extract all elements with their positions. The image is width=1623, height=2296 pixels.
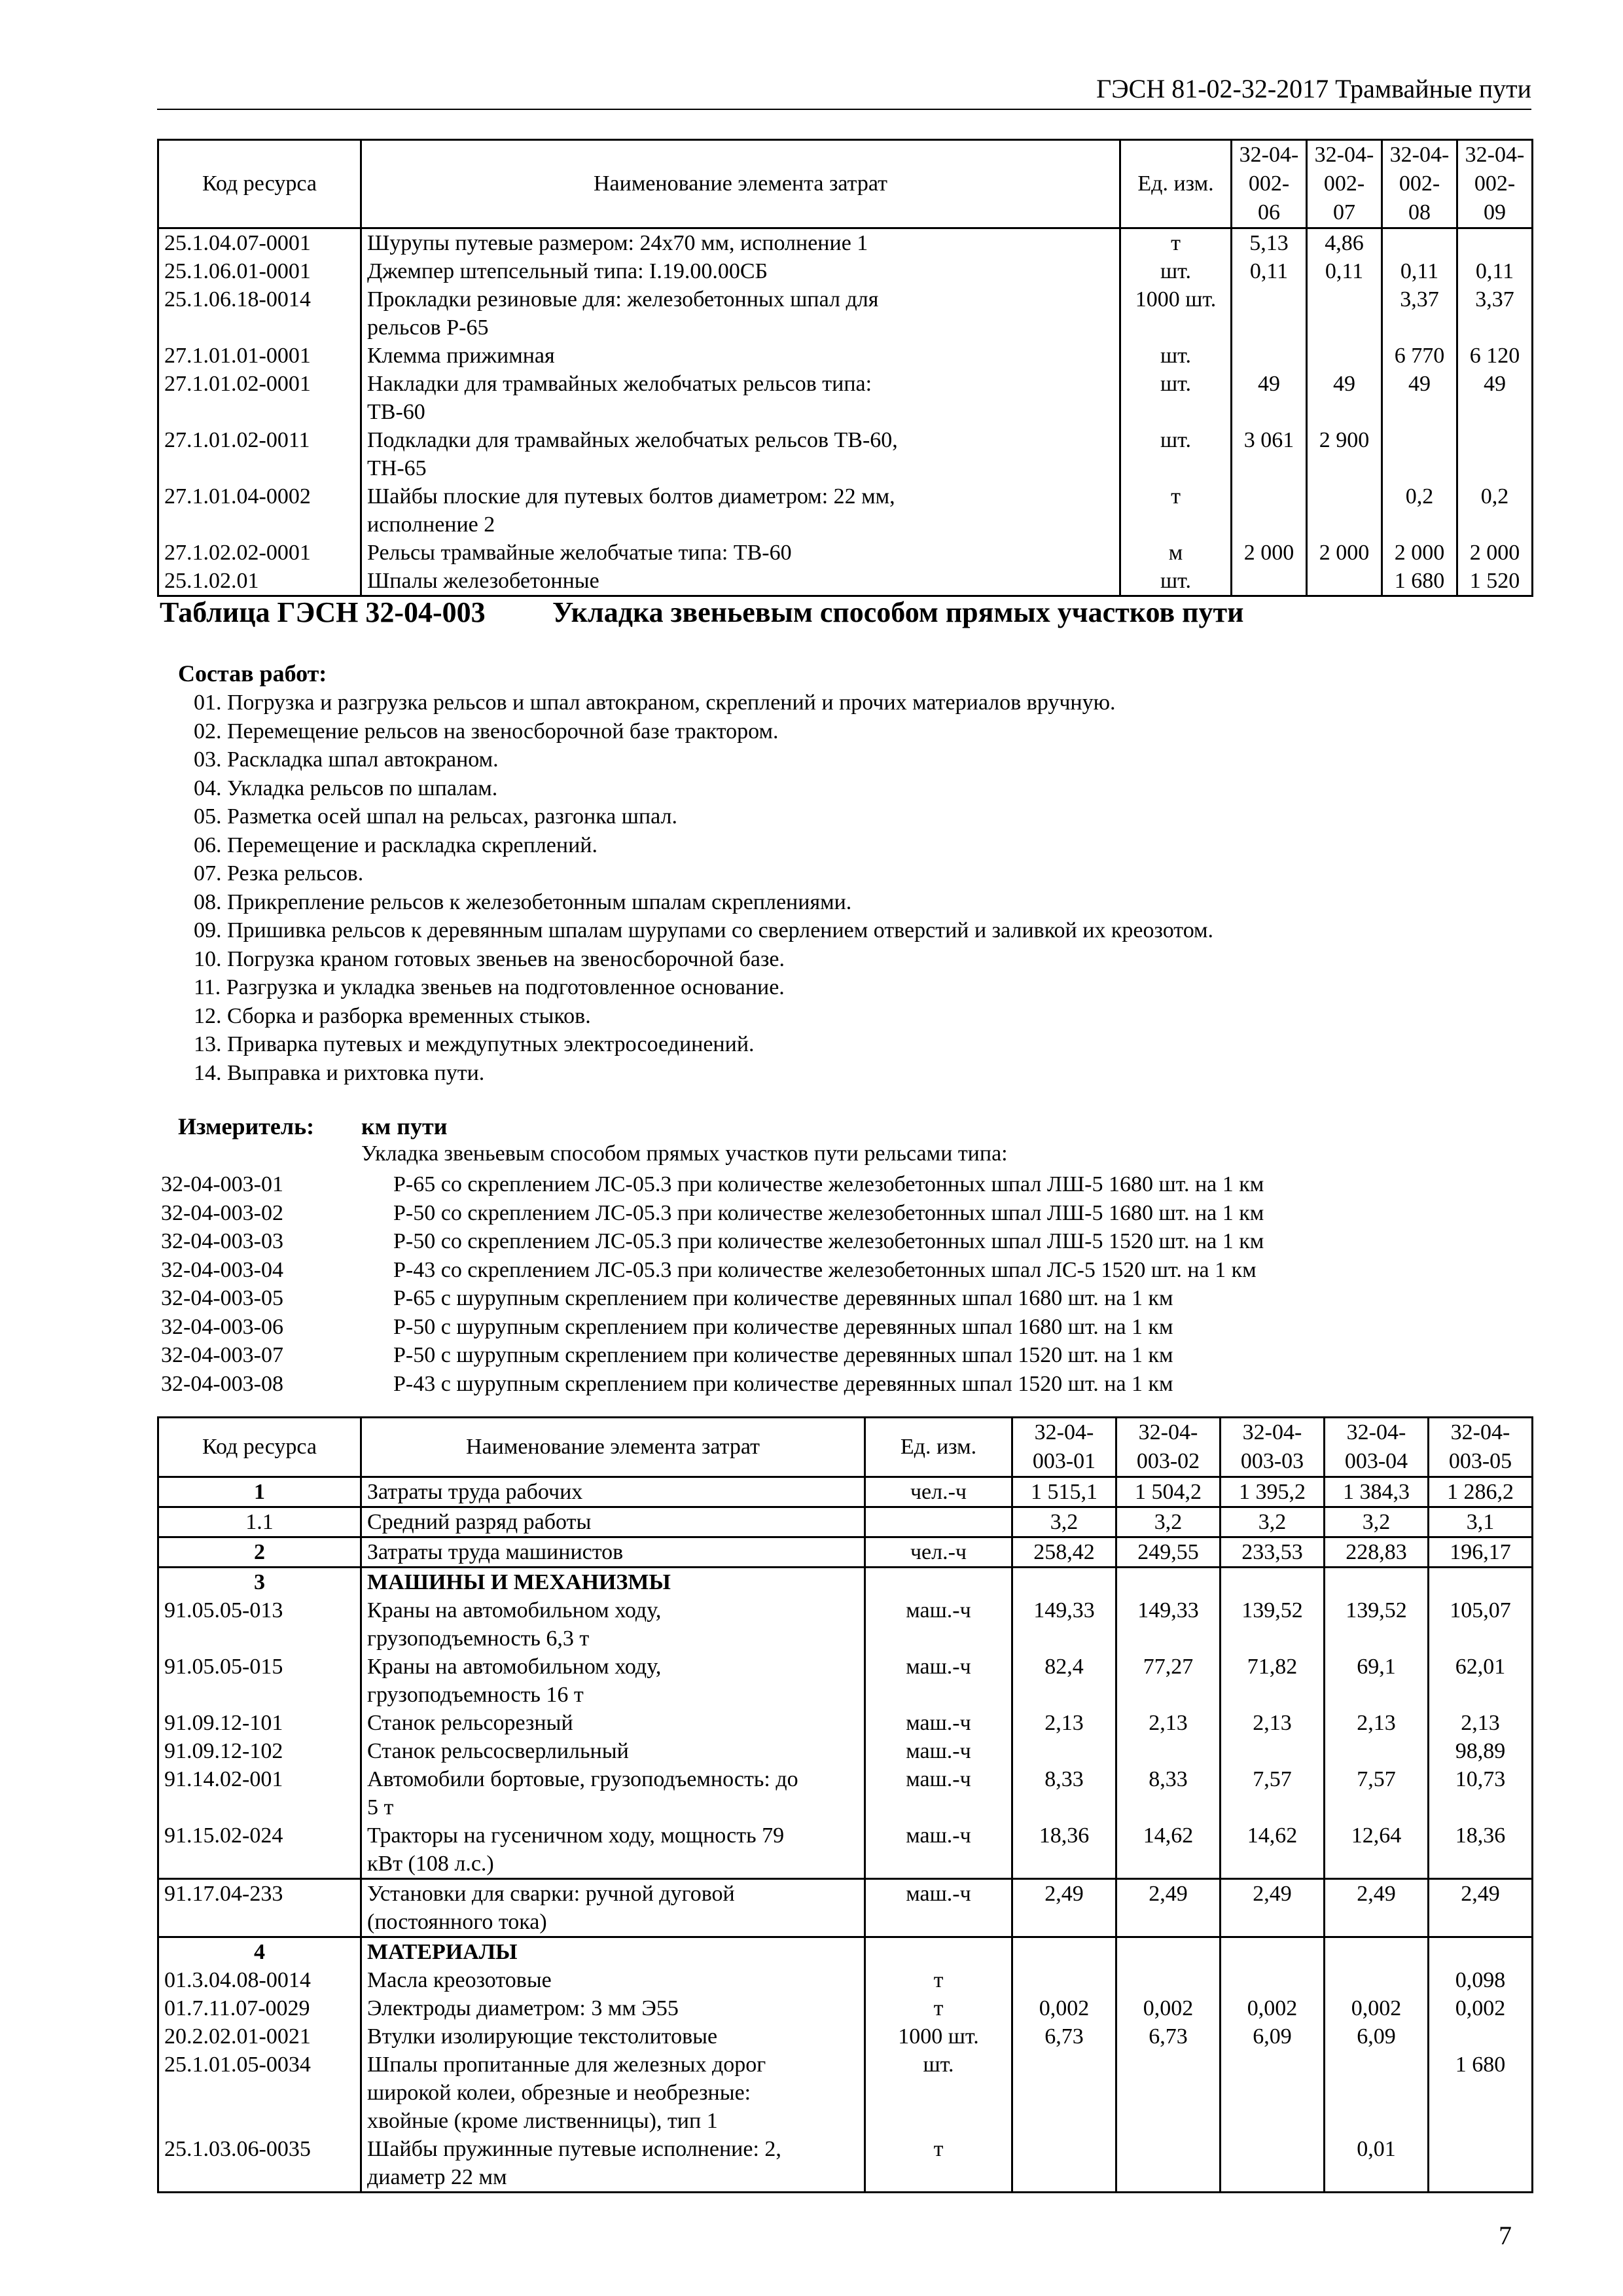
- resource-table-32-04-002: [157, 139, 1533, 597]
- norm-value: 12,64: [1325, 1821, 1429, 1879]
- norm-value: [1012, 2135, 1116, 2193]
- norm-code: 32-04-003-04: [161, 1257, 283, 1282]
- table-row: [158, 1966, 1533, 1994]
- resource-code: 2: [158, 1537, 361, 1568]
- resource-name: Средний разряд работы: [361, 1507, 865, 1537]
- norm-code: 32-04-003-06: [161, 1314, 283, 1339]
- resource-name: Прокладки резиновые для: железобетонных шпал для рельсов Р-65: [361, 285, 1120, 342]
- resource-unit: шт.: [1120, 257, 1232, 285]
- norm-value: 6 770: [1382, 342, 1457, 370]
- norm-value: 228,83: [1325, 1537, 1429, 1568]
- norm-value: 0,002: [1325, 1994, 1429, 2022]
- resource-code: 91.17.04-233: [158, 1879, 361, 1937]
- norm-code: 32-04-003-02: [161, 1200, 283, 1225]
- table-row: [158, 1821, 1533, 1879]
- resource-unit: т: [865, 2135, 1012, 2193]
- resource-code: 91.15.02-024: [158, 1821, 361, 1879]
- col-header-unit: Ед. изм.: [865, 1418, 1012, 1477]
- col-header-norm: 32-04- 003-01: [1012, 1418, 1116, 1477]
- norm-value: [1221, 1937, 1325, 1967]
- resource-unit: [865, 1507, 1012, 1537]
- norm-value: 258,42: [1012, 1537, 1116, 1568]
- table-row: [158, 1568, 1533, 1597]
- work-item: 05. Разметка осей шпал на рельсах, разгонка шпал.: [194, 804, 677, 829]
- norm-value: 1 384,3: [1325, 1477, 1429, 1507]
- norm-value: 139,52: [1221, 1596, 1325, 1653]
- norm-value: 3,2: [1221, 1507, 1325, 1537]
- norm-value: [1382, 426, 1457, 482]
- resource-name: Джемпер штепсельный типа: I.19.00.00СБ: [361, 257, 1120, 285]
- norm-value: [1012, 1937, 1116, 1967]
- norm-value: 1 680: [1382, 567, 1457, 596]
- header-rule: [157, 109, 1531, 110]
- norm-value: [1221, 2051, 1325, 2135]
- table-row: [158, 257, 1533, 285]
- meter-intro: Укладка звеньевым способом прямых участков пути рельсами типа:: [361, 1141, 1008, 1166]
- norm-value: 8,33: [1116, 1765, 1221, 1821]
- norm-value: 2 000: [1307, 539, 1382, 567]
- norm-value: 3,37: [1382, 285, 1457, 342]
- resource-code: 01.3.04.08-0014: [158, 1966, 361, 1994]
- resource-table-body: [158, 228, 1533, 596]
- norm-value: [1457, 228, 1533, 258]
- resource-name: Масла креозотовые: [361, 1966, 865, 1994]
- resource-name: Краны на автомобильном ходу, грузоподъемность 16 т: [361, 1653, 865, 1709]
- norm-value: 1 395,2: [1221, 1477, 1325, 1507]
- col-header-name: Наименование элемента затрат: [361, 1418, 865, 1477]
- norm-value: 0,002: [1221, 1994, 1325, 2022]
- meter-unit: км пути: [361, 1113, 448, 1139]
- table-row: [158, 1596, 1533, 1653]
- table-row: [158, 567, 1533, 596]
- norm-value: 2 000: [1457, 539, 1533, 567]
- norm-value: 14,62: [1116, 1821, 1221, 1879]
- norm-value: [1116, 2135, 1221, 2193]
- norm-value: 3,2: [1012, 1507, 1116, 1537]
- col-header-unit: Ед. изм.: [1120, 140, 1232, 228]
- resource-unit: [865, 1568, 1012, 1597]
- resource-unit: маш.-ч: [865, 1596, 1012, 1653]
- resource-unit: маш.-ч: [865, 1765, 1012, 1821]
- norm-value: 0,01: [1325, 2135, 1429, 2193]
- norm-value: 0,098: [1429, 1966, 1533, 1994]
- norm-value: 2,13: [1012, 1709, 1116, 1737]
- work-item: 04. Укладка рельсов по шпалам.: [194, 776, 498, 800]
- table-row: [158, 1937, 1533, 1967]
- norm-text: Р-43 со скреплением ЛС-05.3 при количестве железобетонных шпал ЛС-5 1520 шт. на 1 км: [393, 1257, 1257, 1282]
- resource-code: 27.1.01.02-0011: [158, 426, 361, 482]
- norm-value: 62,01: [1429, 1653, 1533, 1709]
- norm-value: 0,2: [1382, 482, 1457, 539]
- resource-code: 91.09.12-102: [158, 1737, 361, 1765]
- col-header-norm: 32-04- 003-02: [1116, 1418, 1221, 1477]
- norm-value: 71,82: [1221, 1653, 1325, 1709]
- col-header-norm: 32-04- 002-09: [1457, 140, 1533, 228]
- resource-name: Станок рельсорезный: [361, 1709, 865, 1737]
- table-row: [158, 1477, 1533, 1507]
- col-header-name: Наименование элемента затрат: [361, 140, 1120, 228]
- norm-value: 18,36: [1429, 1821, 1533, 1879]
- work-item: 03. Раскладка шпал автокраном.: [194, 747, 499, 772]
- table-row: [158, 482, 1533, 539]
- table-row: [158, 1653, 1533, 1709]
- norm-value: 3,2: [1116, 1507, 1221, 1537]
- norm-value: 6,09: [1325, 2022, 1429, 2051]
- work-item: 01. Погрузка и разгрузка рельсов и шпал автокраном, скреплений и прочих материалов вручную.: [194, 691, 1116, 715]
- norm-value: 2 000: [1382, 539, 1457, 567]
- norm-value: 3 061: [1232, 426, 1307, 482]
- norm-value: 0,002: [1116, 1994, 1221, 2022]
- norm-value: 249,55: [1116, 1537, 1221, 1568]
- norm-value: [1221, 2135, 1325, 2193]
- norm-value: [1429, 1568, 1533, 1597]
- norm-code: 32-04-003-03: [161, 1229, 283, 1253]
- norm-value: 2,49: [1012, 1879, 1116, 1937]
- norm-value: [1325, 1737, 1429, 1765]
- norm-value: [1221, 1966, 1325, 1994]
- norm-value: 0,11: [1382, 257, 1457, 285]
- resource-unit: 1000 шт.: [865, 2022, 1012, 2051]
- table-row: [158, 2051, 1533, 2135]
- resource-name: Электроды диаметром: 3 мм Э55: [361, 1994, 865, 2022]
- table-row: [158, 2135, 1533, 2193]
- resource-name: МАШИНЫ И МЕХАНИЗМЫ: [361, 1568, 865, 1597]
- resource-name: Шпалы пропитанные для железных дорог широкой колеи, обрезные и необрезные: хвойные (кроме лиственницы), тип 1: [361, 2051, 865, 2135]
- resource-unit: маш.-ч: [865, 1737, 1012, 1765]
- resource-unit: шт.: [1120, 567, 1232, 596]
- norm-value: 2,49: [1325, 1879, 1429, 1937]
- table-row: [158, 285, 1533, 342]
- col-header-norm: 32-04- 002-07: [1307, 140, 1382, 228]
- table-row: [158, 342, 1533, 370]
- norm-value: 1 520: [1457, 567, 1533, 596]
- norm-value: 2,49: [1116, 1879, 1221, 1937]
- norm-value: 0,002: [1012, 1994, 1116, 2022]
- norm-value: 105,07: [1429, 1596, 1533, 1653]
- resource-code: 91.09.12-101: [158, 1709, 361, 1737]
- norm-text: Р-50 со скреплением ЛС-05.3 при количестве железобетонных шпал ЛШ-5 1680 шт. на 1 км: [393, 1200, 1264, 1225]
- norm-code: 32-04-003-01: [161, 1172, 283, 1196]
- resource-name: Шайбы пружинные путевые исполнение: 2, диаметр 22 мм: [361, 2135, 865, 2193]
- table-row: [158, 426, 1533, 482]
- resource-name: Накладки для трамвайных желобчатых рельсов типа: ТВ-60: [361, 370, 1120, 426]
- resource-code: 25.1.04.07-0001: [158, 228, 361, 258]
- table-description: Укладка звеньевым способом прямых участков пути: [552, 596, 1244, 628]
- col-header-norm: 32-04- 003-04: [1325, 1418, 1429, 1477]
- resource-name: Краны на автомобильном ходу, грузоподъемность 6,3 т: [361, 1596, 865, 1653]
- norm-value: [1232, 567, 1307, 596]
- norm-value: 98,89: [1429, 1737, 1533, 1765]
- resource-unit: маш.-ч: [865, 1709, 1012, 1737]
- norm-value: 18,36: [1012, 1821, 1116, 1879]
- norm-value: [1221, 1737, 1325, 1765]
- norm-value: [1221, 1568, 1325, 1597]
- norm-value: 149,33: [1116, 1596, 1221, 1653]
- norm-value: [1012, 1568, 1116, 1597]
- resource-code: 25.1.06.01-0001: [158, 257, 361, 285]
- table-row: [158, 1737, 1533, 1765]
- resource-code: 27.1.01.02-0001: [158, 370, 361, 426]
- table-row: [158, 1537, 1533, 1568]
- table-row: [158, 1709, 1533, 1737]
- resource-unit: шт.: [865, 2051, 1012, 2135]
- works-heading: Состав работ:: [178, 660, 327, 687]
- resource-table-body: [158, 1477, 1533, 2193]
- norm-value: 3,37: [1457, 285, 1533, 342]
- norm-value: 1 680: [1429, 2051, 1533, 2135]
- norm-value: 7,57: [1325, 1765, 1429, 1821]
- meter-label: Измеритель:: [178, 1113, 315, 1139]
- table-row: [158, 539, 1533, 567]
- norm-value: [1429, 1937, 1533, 1967]
- work-item: 08. Прикрепление рельсов к железобетонным шпалам скреплениями.: [194, 889, 852, 914]
- resource-unit: шт.: [1120, 426, 1232, 482]
- norm-value: 1 286,2: [1429, 1477, 1533, 1507]
- resource-code: 1.1: [158, 1507, 361, 1537]
- resource-name: Затраты труда рабочих: [361, 1477, 865, 1507]
- norm-code: 32-04-003-05: [161, 1286, 283, 1310]
- resource-code: 91.05.05-013: [158, 1596, 361, 1653]
- resource-unit: т: [1120, 228, 1232, 258]
- col-header-code: Код ресурса: [158, 1418, 361, 1477]
- norm-value: 6,09: [1221, 2022, 1325, 2051]
- norm-value: 82,4: [1012, 1653, 1116, 1709]
- resource-code: 1: [158, 1477, 361, 1507]
- works-list: [194, 689, 1213, 1087]
- col-header-norm: 32-04- 002-08: [1382, 140, 1457, 228]
- resource-code: 4: [158, 1937, 361, 1967]
- norm-value: 6,73: [1012, 2022, 1116, 2051]
- norm-value: 0,002: [1429, 1994, 1533, 2022]
- norm-value: [1116, 1737, 1221, 1765]
- norm-value: 6 120: [1457, 342, 1533, 370]
- work-item: 13. Приварка путевых и междупутных электросоединений.: [194, 1032, 755, 1056]
- norm-text: Р-50 со скреплением ЛС-05.3 при количестве железобетонных шпал ЛШ-5 1520 шт. на 1 км: [393, 1229, 1264, 1253]
- table-number: Таблица ГЭСН 32-04-003: [160, 596, 486, 628]
- norm-value: 69,1: [1325, 1653, 1429, 1709]
- norm-value: [1232, 342, 1307, 370]
- resource-name: Рельсы трамвайные желобчатые типа: ТВ-60: [361, 539, 1120, 567]
- resource-unit: чел.-ч: [865, 1477, 1012, 1507]
- resource-code: 27.1.01.04-0002: [158, 482, 361, 539]
- table-row: [158, 1507, 1533, 1537]
- norm-value: [1429, 2135, 1533, 2193]
- norm-text: Р-50 с шурупным скреплением при количестве деревянных шпал 1520 шт. на 1 км: [393, 1343, 1173, 1367]
- resource-name: Автомобили бортовые, грузоподъемность: до 5 т: [361, 1765, 865, 1821]
- norm-value: 7,57: [1221, 1765, 1325, 1821]
- table-row: [158, 2022, 1533, 2051]
- norm-value: 0,11: [1307, 257, 1382, 285]
- norm-value: 1 515,1: [1012, 1477, 1116, 1507]
- resource-code: 25.1.01.05-0034: [158, 2051, 361, 2135]
- work-item: 12. Сборка и разборка временных стыков.: [194, 1003, 591, 1028]
- work-item: 11. Разгрузка и укладка звеньев на подготовленное основание.: [194, 975, 785, 999]
- resource-unit: т: [865, 1994, 1012, 2022]
- norm-value: 2,49: [1429, 1879, 1533, 1937]
- resource-unit: шт.: [1120, 342, 1232, 370]
- norm-value: 2 000: [1232, 539, 1307, 567]
- work-item: 14. Выправка и рихтовка пути.: [194, 1060, 485, 1085]
- resource-code: 25.1.06.18-0014: [158, 285, 361, 342]
- table-row: [158, 370, 1533, 426]
- norm-value: [1325, 2051, 1429, 2135]
- norm-value: [1325, 1937, 1429, 1967]
- norm-value: 1 504,2: [1116, 1477, 1221, 1507]
- col-header-norm: 32-04- 003-05: [1429, 1418, 1533, 1477]
- table-header-row: [158, 140, 1533, 228]
- running-title: ГЭСН 81-02-32-2017 Трамвайные пути: [1096, 74, 1531, 103]
- norm-value: [1232, 285, 1307, 342]
- norm-value: [1307, 285, 1382, 342]
- resource-code: 20.2.02.01-0021: [158, 2022, 361, 2051]
- work-item: 07. Резка рельсов.: [194, 861, 364, 886]
- norm-value: [1116, 1966, 1221, 1994]
- norm-value: 3,2: [1325, 1507, 1429, 1537]
- norm-value: 2,49: [1221, 1879, 1325, 1937]
- resource-unit: шт.: [1120, 370, 1232, 426]
- norm-value: [1457, 426, 1533, 482]
- resource-name: Затраты труда машинистов: [361, 1537, 865, 1568]
- work-item: 09. Пришивка рельсов к деревянным шпалам шурупами со сверлением отверстий и заливкой их креозотом.: [194, 918, 1214, 942]
- col-header-norm: 32-04- 002-06: [1232, 140, 1307, 228]
- resource-code: 91.14.02-001: [158, 1765, 361, 1821]
- resource-code: 25.1.03.06-0035: [158, 2135, 361, 2193]
- table-row: [158, 1879, 1533, 1937]
- norm-value: 5,13: [1232, 228, 1307, 258]
- norm-value: 139,52: [1325, 1596, 1429, 1653]
- resource-unit: маш.-ч: [865, 1653, 1012, 1709]
- norm-value: 49: [1457, 370, 1533, 426]
- resource-name: Втулки изолирующие текстолитовые: [361, 2022, 865, 2051]
- norm-value: [1429, 2022, 1533, 2051]
- resource-name: Шпалы железобетонные: [361, 567, 1120, 596]
- work-item: 06. Перемещение и раскладка скреплений.: [194, 833, 597, 857]
- table-row: [158, 1765, 1533, 1821]
- resource-code: 27.1.02.02-0001: [158, 539, 361, 567]
- norm-value: [1382, 228, 1457, 258]
- resource-unit: [865, 1937, 1012, 1967]
- col-header-norm: 32-04- 003-03: [1221, 1418, 1325, 1477]
- norm-text: Р-65 с шурупным скреплением при количестве деревянных шпал 1680 шт. на 1 км: [393, 1286, 1173, 1310]
- resource-unit: чел.-ч: [865, 1537, 1012, 1568]
- norm-value: 10,73: [1429, 1765, 1533, 1821]
- resource-name: Шайбы плоские для путевых болтов диаметром: 22 мм, исполнение 2: [361, 482, 1120, 539]
- resource-unit: т: [1120, 482, 1232, 539]
- resource-unit: маш.-ч: [865, 1821, 1012, 1879]
- work-item: 10. Погрузка краном готовых звеньев на звеносборочной базе.: [194, 946, 785, 971]
- resource-code: 3: [158, 1568, 361, 1597]
- norm-value: 14,62: [1221, 1821, 1325, 1879]
- norm-value: 2,13: [1116, 1709, 1221, 1737]
- resource-name: Тракторы на гусеничном ходу, мощность 79 кВт (108 л.с.): [361, 1821, 865, 1879]
- norm-value: 0,2: [1457, 482, 1533, 539]
- norm-text: Р-65 со скреплением ЛС-05.3 при количестве железобетонных шпал ЛШ-5 1680 шт. на 1 км: [393, 1172, 1264, 1196]
- resource-name: Установки для сварки: ручной дуговой (постоянного тока): [361, 1879, 865, 1937]
- norm-value: [1116, 1937, 1221, 1967]
- resource-code: 25.1.02.01: [158, 567, 361, 596]
- col-header-code: Код ресурса: [158, 140, 361, 228]
- table-row: [158, 228, 1533, 258]
- resource-name: Станок рельсосверлильный: [361, 1737, 865, 1765]
- resource-unit: т: [865, 1966, 1012, 1994]
- norm-value: 0,11: [1457, 257, 1533, 285]
- norm-value: 49: [1382, 370, 1457, 426]
- resource-name: Клемма прижимная: [361, 342, 1120, 370]
- norm-value: [1325, 1568, 1429, 1597]
- resource-unit: маш.-ч: [865, 1879, 1012, 1937]
- norm-value: 2 900: [1307, 426, 1382, 482]
- norm-value: 2,13: [1429, 1709, 1533, 1737]
- norm-value: [1116, 1568, 1221, 1597]
- resource-unit: 1000 шт.: [1120, 285, 1232, 342]
- resource-table-32-04-003: [157, 1416, 1533, 2193]
- norm-value: 233,53: [1221, 1537, 1325, 1568]
- table-row: [158, 1994, 1533, 2022]
- norm-value: [1325, 1966, 1429, 1994]
- norm-value: 0,11: [1232, 257, 1307, 285]
- norm-value: [1307, 567, 1382, 596]
- norm-value: [1012, 1966, 1116, 1994]
- work-item: 02. Перемещение рельсов на звеносборочной базе трактором.: [194, 719, 779, 744]
- norm-value: 3,1: [1429, 1507, 1533, 1537]
- norm-value: 2,13: [1325, 1709, 1429, 1737]
- norm-value: [1307, 482, 1382, 539]
- table-header-row: [158, 1418, 1533, 1477]
- resource-code: 01.7.11.07-0029: [158, 1994, 361, 2022]
- norm-value: [1012, 2051, 1116, 2135]
- norm-value: [1307, 342, 1382, 370]
- norm-value: 49: [1307, 370, 1382, 426]
- norm-value: [1012, 1737, 1116, 1765]
- norm-value: 49: [1232, 370, 1307, 426]
- page-number: 7: [1499, 2221, 1512, 2250]
- resource-code: 27.1.01.01-0001: [158, 342, 361, 370]
- resource-name: МАТЕРИАЛЫ: [361, 1937, 865, 1967]
- norm-text: Р-50 с шурупным скреплением при количестве деревянных шпал 1680 шт. на 1 км: [393, 1314, 1173, 1339]
- norm-text: Р-43 с шурупным скреплением при количестве деревянных шпал 1520 шт. на 1 км: [393, 1371, 1173, 1396]
- norm-code: 32-04-003-07: [161, 1343, 283, 1367]
- resource-code: 91.05.05-015: [158, 1653, 361, 1709]
- norm-value: 2,13: [1221, 1709, 1325, 1737]
- norm-value: 196,17: [1429, 1537, 1533, 1568]
- resource-name: Подкладки для трамвайных желобчатых рельсов ТВ-60, ТН-65: [361, 426, 1120, 482]
- norm-code: 32-04-003-08: [161, 1371, 283, 1396]
- norm-value: 149,33: [1012, 1596, 1116, 1653]
- resource-unit: м: [1120, 539, 1232, 567]
- norm-value: [1116, 2051, 1221, 2135]
- resource-name: Шурупы путевые размером: 24х70 мм, исполнение 1: [361, 228, 1120, 258]
- norm-value: 6,73: [1116, 2022, 1221, 2051]
- norm-value: 4,86: [1307, 228, 1382, 258]
- norm-value: [1232, 482, 1307, 539]
- norm-value: 77,27: [1116, 1653, 1221, 1709]
- norm-value: 8,33: [1012, 1765, 1116, 1821]
